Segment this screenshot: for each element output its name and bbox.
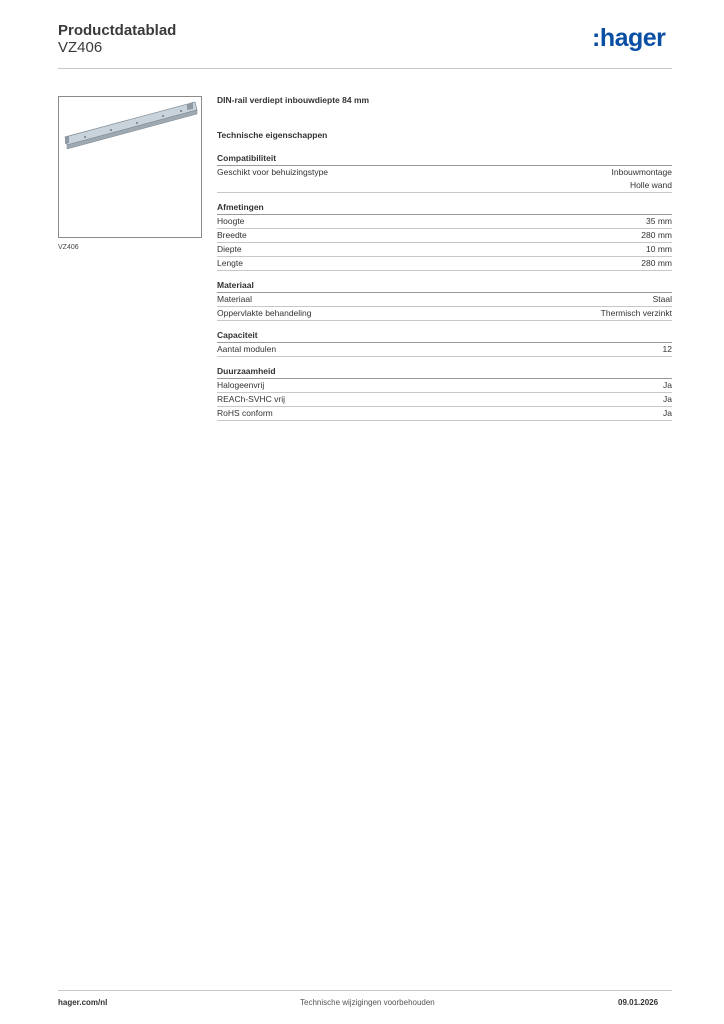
spec-row [217, 293, 672, 307]
spec-group [217, 202, 672, 271]
spec-value-line: Staal [652, 294, 672, 304]
spec-row [217, 215, 672, 229]
group-heading: Capaciteit [217, 330, 672, 343]
spec-row [217, 229, 672, 243]
spec-label: Materiaal [217, 294, 252, 304]
header-divider [58, 68, 672, 69]
spec-row [217, 407, 672, 421]
product-name: DIN-rail verdiept inbouwdiepte 84 mm [217, 95, 370, 105]
page-title: Productdatablad [58, 22, 177, 39]
spec-value-line: 280 mm [641, 230, 672, 240]
spec-row [217, 166, 672, 193]
spec-value-line: Ja [663, 408, 672, 418]
spec-groups [217, 153, 672, 421]
spec-value [663, 343, 672, 356]
footer-disclaimer: Technische wijzigingen voorbehouden [300, 998, 435, 1007]
footer-divider [58, 990, 672, 991]
spec-value-line: Ja [663, 394, 672, 404]
spec-value [663, 379, 672, 392]
spec-row [217, 243, 672, 257]
technical-heading: Technische eigenschappen [217, 130, 328, 140]
spec-value [641, 257, 672, 270]
group-heading: Duurzaamheid [217, 366, 672, 379]
spec-label: Diepte [217, 244, 242, 254]
spec-group [217, 153, 672, 193]
spec-value-line: Ja [663, 380, 672, 390]
spec-row [217, 307, 672, 321]
din-rail-image [59, 97, 201, 237]
spec-label: Geschikt voor behuizingstype [217, 167, 329, 177]
spec-value-line: 10 mm [646, 244, 672, 254]
image-caption: VZ406 [58, 244, 79, 251]
spec-label: REACh-SVHC vrij [217, 394, 286, 404]
hager-logo: :hager [592, 24, 666, 52]
spec-label: Hoogte [217, 216, 245, 226]
spec-value-line: 12 [662, 344, 672, 354]
spec-value [612, 166, 673, 192]
spec-row [217, 379, 672, 393]
spec-group [217, 280, 672, 321]
spec-value-line: Holle wand [629, 180, 672, 190]
spec-group [217, 330, 672, 357]
group-heading: Materiaal [217, 280, 672, 293]
spec-row [217, 257, 672, 271]
spec-value [646, 215, 672, 228]
spec-value-line: Thermisch verzinkt [600, 308, 672, 318]
spec-value-line: Inbouwmontage [611, 167, 672, 177]
spec-value [641, 229, 672, 242]
spec-content [217, 95, 672, 430]
spec-value-line: 35 mm [646, 216, 672, 226]
spec-value [653, 293, 672, 306]
spec-value [646, 243, 672, 256]
product-image [58, 96, 202, 238]
footer-website: hager.com/nl [58, 998, 108, 1007]
spec-label: Aantal modulen [217, 344, 277, 354]
spec-value [663, 407, 672, 420]
footer-date: 09.01.2026 [618, 998, 659, 1007]
group-heading: Afmetingen [217, 202, 672, 215]
spec-value [601, 307, 672, 320]
spec-value-line: 280 mm [641, 258, 672, 268]
spec-label: Breedte [217, 230, 247, 240]
group-heading: Compatibiliteit [217, 153, 672, 166]
product-code: VZ406 [58, 39, 103, 56]
spec-label: RoHS conform [217, 408, 273, 418]
spec-row [217, 343, 672, 357]
spec-value [663, 393, 672, 406]
spec-label: Halogeenvrij [217, 380, 265, 390]
spec-label: Oppervlakte behandeling [217, 308, 312, 318]
spec-row [217, 393, 672, 407]
spec-label: Lengte [217, 258, 243, 268]
spec-group [217, 366, 672, 421]
